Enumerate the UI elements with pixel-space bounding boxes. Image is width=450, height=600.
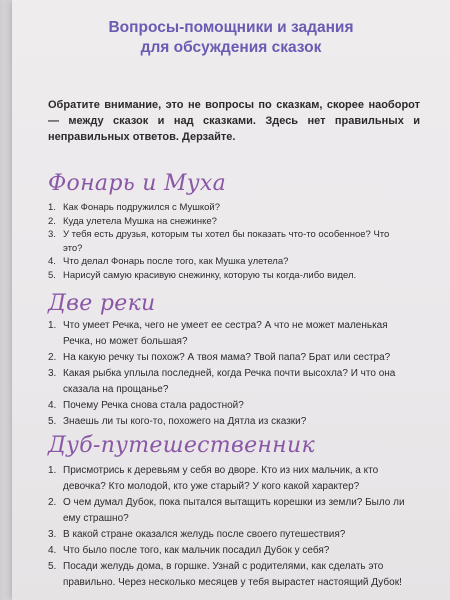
- question-list-dve-reki: [48, 318, 410, 430]
- question-number: 3.: [48, 229, 56, 240]
- list-item: [48, 255, 410, 269]
- question-text: Что было после того, как мальчик посадил Дубок у себя?: [63, 545, 330, 556]
- list-item: [48, 527, 410, 543]
- list-item: [48, 398, 410, 414]
- list-item: [48, 318, 410, 350]
- list-item: [48, 269, 410, 283]
- list-item: [48, 543, 410, 559]
- section-title-dve-reki: Две реки: [48, 291, 156, 316]
- question-number: 5.: [48, 561, 57, 572]
- question-number: 2.: [48, 215, 56, 227]
- question-text: Посади желудь дома, в горшке. Узнай с родителями, как сделать это правильно. Через несколько месяцев у тебя вырастет настоящий Дубок!: [63, 561, 402, 588]
- question-number: 3.: [48, 529, 57, 540]
- list-item: [48, 559, 410, 591]
- question-number: 1.: [48, 465, 57, 476]
- question-text: Почему Речка снова стала радостной?: [63, 400, 244, 411]
- list-item: [48, 350, 410, 366]
- question-text: У тебя есть друзья, которым ты хотел бы показать что-то особенное? Что это?: [63, 229, 390, 254]
- previous-page-edge: [0, 0, 12, 600]
- question-number: 5.: [48, 416, 57, 427]
- question-text: О чем думал Дубок, пока пытался вытащить корешки из земли? Было ли ему страшно?: [63, 497, 405, 524]
- list-item: [48, 463, 410, 495]
- question-number: 1.: [48, 320, 57, 331]
- question-text: Знаешь ли ты кого-то, похожего на Дятла из сказки?: [63, 416, 307, 427]
- page-title-line-2: для обсуждения сказок: [140, 39, 322, 56]
- question-number: 4.: [48, 545, 57, 556]
- page-title: [12, 18, 450, 58]
- question-text: Куда улетела Мушка на снежинке?: [63, 215, 217, 227]
- question-number: 1.: [48, 202, 56, 213]
- list-item: [48, 366, 410, 398]
- list-item: [48, 228, 410, 255]
- question-text: Что делал Фонарь после того, как Мушка улетела?: [63, 256, 289, 267]
- question-text: Какая рыбка уплыла последней, когда Речка почти высохла? И что она сказала на прощанье?: [63, 368, 396, 395]
- question-number: 3.: [48, 368, 57, 379]
- question-list-dub: [48, 463, 410, 591]
- question-text: Что умеет Речка, чего не умеет ее сестра? А что не может маленькая Речка, но может большая?: [63, 320, 388, 347]
- question-text: Присмотрись к деревьям у себя во дворе. Кто из них мальчик, а кто девочка? Кто молодой, кто уже старый? У кого какой характер?: [63, 465, 379, 492]
- question-list-fonar: [48, 201, 410, 282]
- list-item: [48, 201, 410, 215]
- section-title-dub: Дуб-путешественник: [48, 433, 315, 458]
- question-text: Нарисуй самую красивую снежинку, которую ты когда-либо видел.: [63, 269, 357, 281]
- list-item: [48, 215, 410, 229]
- question-number: 4.: [48, 400, 57, 411]
- question-number: 5.: [48, 269, 56, 281]
- question-text: Как Фонарь подружился с Мушкой?: [63, 202, 220, 213]
- list-item: [48, 495, 410, 527]
- question-text: На какую речку ты похож? А твоя мама? Твой папа? Брат или сестра?: [63, 352, 391, 363]
- page-title-line-1: Вопросы-помощники и задания: [108, 19, 354, 36]
- section-title-fonar: Фонарь и Муха: [48, 171, 227, 196]
- question-number: 2.: [48, 497, 57, 508]
- question-number: 4.: [48, 256, 56, 267]
- intro-paragraph: Обратите внимание, это не вопросы по сказкам, скорее наоборот — между сказок и над сказками. Здесь нет правильных и неправильных ответов. Дерзайте.: [48, 99, 420, 143]
- book-page: [12, 0, 450, 600]
- question-text: В какой стране оказался желудь после своего путешествия?: [63, 529, 346, 540]
- list-item: [48, 414, 410, 430]
- question-number: 2.: [48, 352, 57, 363]
